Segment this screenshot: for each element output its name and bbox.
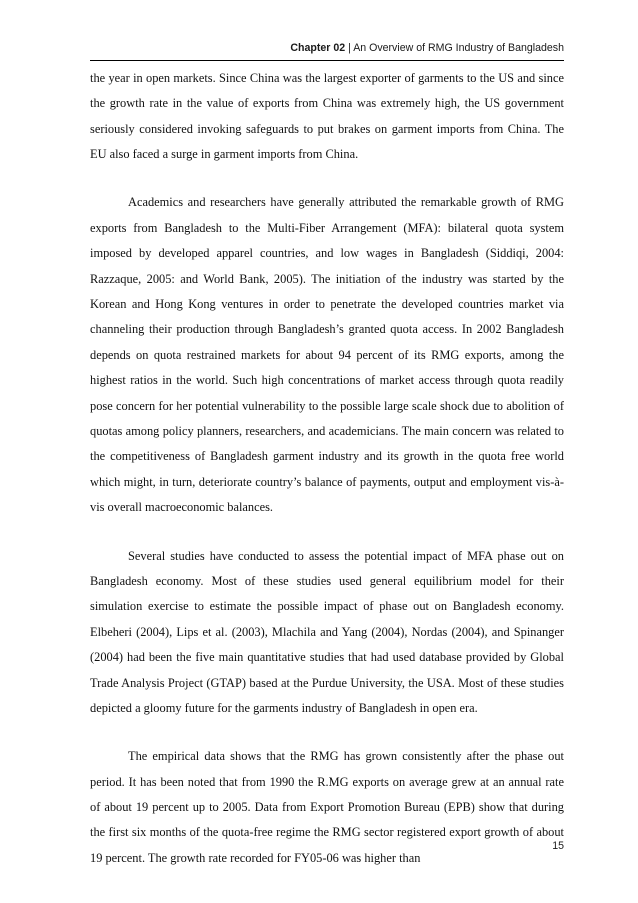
running-header (90, 42, 564, 55)
header-rule (90, 60, 564, 61)
paragraph-mfa-growth: Academics and researchers have generally attributed the remarkable growth of RMG exports from Bangladesh to the Multi-Fiber Arrangement (MFA): bilateral quota system imposed by developed apparel countries, and low wages in Bangladesh (Siddiqi, 2004: Razzaque, 2005: and World Bank, 2005). The initiation of the industry was started by the Korean and Hong Kong ventures in order to penetrate the developed countries market via channeling their production through Bangladesh’s granted quota access. In 2002 Bangladesh depends on quota restrained markets for about 94 percent of its RMG exports, among the highest ratios in the world. Such high concentrations of market access through quota readily pose concern for her potential vulnerability to the possible large scale shock due to abolition of quotas among policy planners, researchers, and academicians. The main concern was related to the competitiveness of Bangladesh garment industry and its growth in the quota free world which might, in turn, deteriorate country’s balance of payments, output and employment vis-à-vis overall macroeconomic balances. (90, 195, 564, 515)
paragraph-continuation: the year in open markets. Since China was the largest exporter of garments to the US and since the growth rate in the value of exports from China was extremely high, the US government seriously considered invoking safeguards to put brakes on garment imports from China. The EU also faced a surge in garment imports from China. (90, 71, 564, 162)
body-text (90, 66, 564, 871)
paragraph-phase-out-studies: Several studies have conducted to assess the potential impact of MFA phase out on Bangladesh economy. Most of these studies used general equilibrium model for their simulation exercise to estimate the possible impact of phase out on Bangladesh economy. Elbeheri (2004), Lips et al. (2003), Mlachila and Yang (2004), Nordas (2004), and Spinanger (2004) had been the five main quantitative studies that had used database provided by Global Trade Analysis Project (GTAP) based at the Purdue University, the USA. Most of these studies depicted a gloomy future for the garments industry of Bangladesh in open era. (90, 548, 564, 715)
page-number: 15 (552, 840, 564, 852)
paragraph-empirical-data: The empirical data shows that the RMG has grown consistently after the phase out period. It has been noted that from 1990 the R.MG exports on average grew at an annual rate of about 19 percent up to 2005. Data from Export Promotion Bureau (EPB) show that during the first six months of the quota-free regime the RMG sector registered export growth of about 19 percent. The growth rate recorded for FY05-06 was higher than (90, 749, 564, 865)
header-separator: | (345, 42, 354, 54)
chapter-title: An Overview of RMG Industry of Bangladesh (353, 42, 564, 54)
chapter-label: Chapter 02 (290, 42, 346, 54)
